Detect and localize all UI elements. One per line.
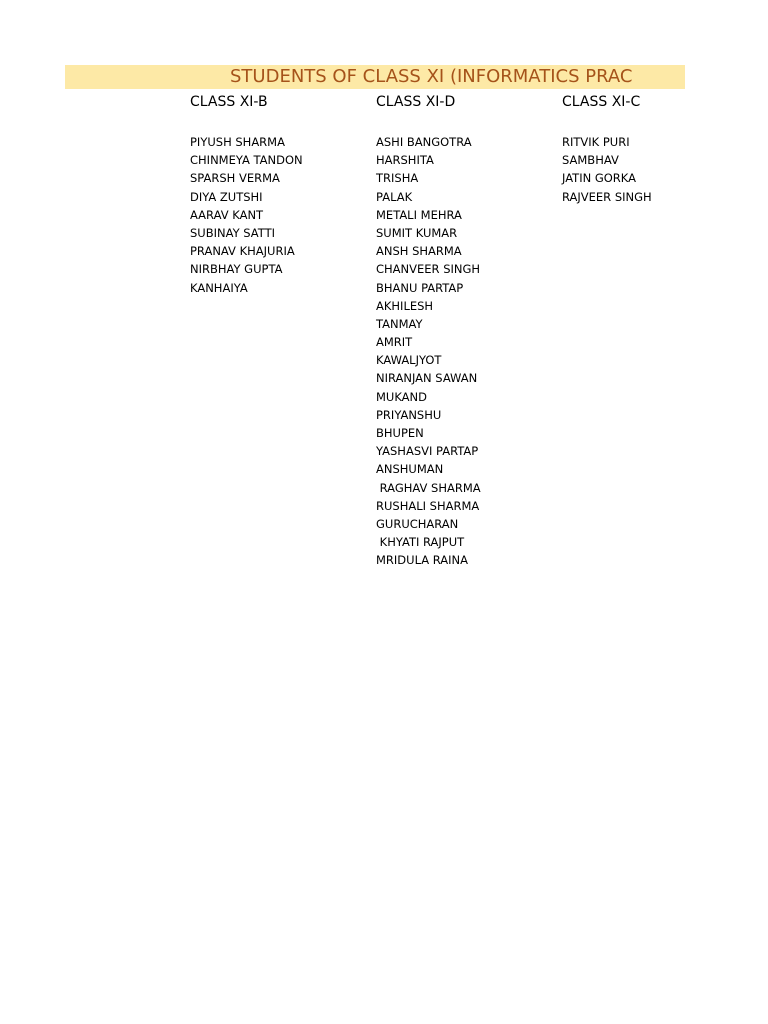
student-name: KAWALJYOT — [376, 353, 442, 368]
column-class-xi-c — [562, 92, 652, 206]
student-name: BHUPEN — [376, 426, 424, 440]
student-name: MUKAND — [376, 389, 428, 404]
student-name: CHINMEYA TANDON — [190, 153, 303, 168]
student-name: SUMIT KUMAR — [376, 225, 458, 240]
student-name: AKHILESH — [376, 298, 434, 313]
student-name: PIYUSH SHARMA — [190, 135, 285, 149]
column-class-xi-b — [190, 92, 303, 297]
student-name: AARAV KANT — [190, 207, 264, 222]
student-name: DIYA ZUTSHI — [190, 189, 263, 204]
student-name: NIRBHAY GUPTA — [190, 262, 283, 277]
page-title: STUDENTS OF CLASS XI (INFORMATICS PRAC — [230, 66, 633, 87]
student-name: RAJVEER SINGH — [562, 189, 652, 204]
student-name: PALAK — [376, 189, 413, 204]
student-name: METALI MEHRA — [376, 207, 462, 222]
student-name: KHYATI RAJPUT — [376, 535, 465, 550]
student-name: RUSHALI SHARMA — [376, 498, 480, 513]
title-band — [65, 65, 685, 89]
student-name: PRANAV KHAJURIA — [190, 244, 295, 259]
student-name: AMRIT — [376, 335, 413, 350]
student-name: BHANU PARTAP — [376, 280, 464, 295]
column-header: CLASS XI-B — [190, 94, 268, 110]
student-name: TANMAY — [376, 316, 423, 331]
student-name: GURUCHARAN — [376, 516, 459, 531]
student-name: YASHASVI PARTAP — [376, 444, 479, 459]
student-name: ANSHUMAN — [376, 462, 444, 477]
student-name: RITVIK PURI — [562, 135, 630, 149]
student-name: TRISHA — [376, 171, 419, 186]
student-name: SPARSH VERMA — [190, 171, 280, 186]
student-name: PRIYANSHU — [376, 407, 442, 422]
column-header: CLASS XI-C — [562, 94, 641, 110]
student-name: SUBINAY SATTI — [190, 225, 275, 240]
student-name: NIRANJAN SAWAN — [376, 371, 478, 386]
student-name: HARSHITA — [376, 153, 434, 168]
student-list — [562, 133, 652, 206]
student-name: MRIDULA RAINA — [376, 553, 469, 568]
student-name: ASHI BANGOTRA — [376, 135, 472, 149]
column-header: CLASS XI-D — [376, 94, 456, 110]
student-list — [376, 133, 481, 570]
student-name: JATIN GORKA — [562, 171, 636, 186]
student-name: RAGHAV SHARMA — [376, 480, 481, 495]
student-name: ANSH SHARMA — [376, 244, 462, 259]
student-name: SAMBHAV — [562, 153, 619, 168]
student-name: KANHAIYA — [190, 280, 248, 295]
column-class-xi-d — [376, 92, 481, 570]
student-list — [190, 133, 303, 297]
student-name: CHANVEER SINGH — [376, 262, 481, 277]
